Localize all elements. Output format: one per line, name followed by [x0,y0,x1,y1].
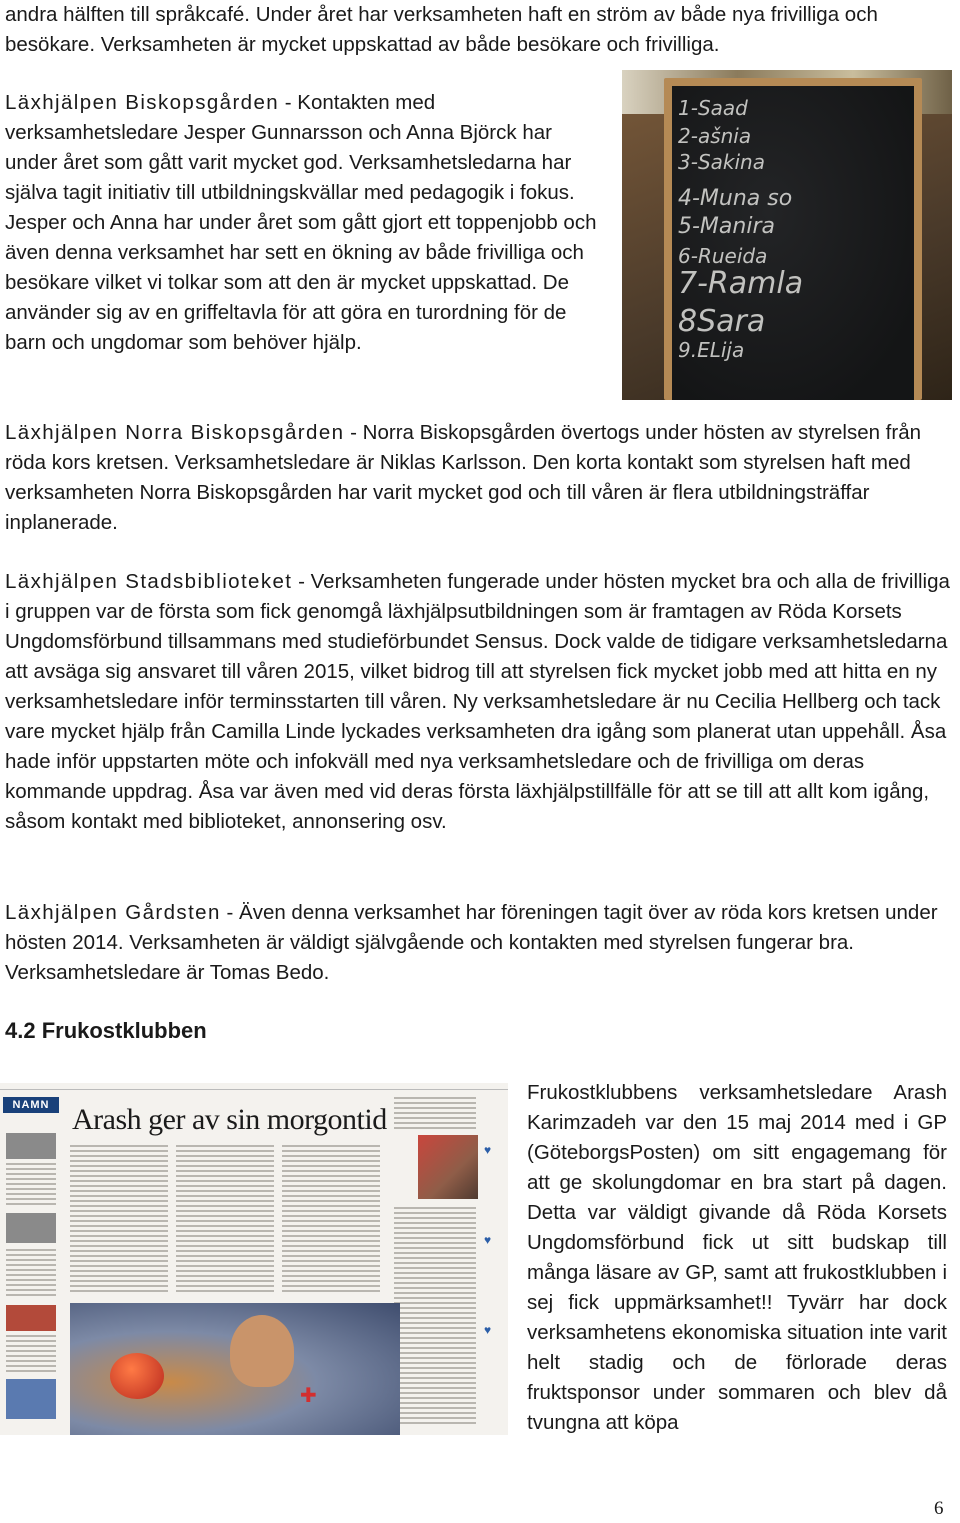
norra-text: - Norra Biskopsgården övertogs under hösten av styrelsen från röda kors kretsen. Verksamhetsledare är Niklas Karlsson. Den korta kontakt som styrelsen haft med verksamheten Norra Biskopsgården har varit mycket god och till våren är flera utbildningsträffar inplanerade. [5,421,922,534]
stadsbiblioteket-heading: Läxhjälpen Stadsbiblioteket [5,570,293,593]
stadsbiblioteket-text: - Verksamheten fungerade under hösten mycket bra och alla de frivilliga i gruppen var de första som fick genomgå läxhjälpsutbildningen som är framtagen av Röda Korsets Ungdomsförbund tillsammans med studieförbundet Sensus. Dock valde de tidigare verksamhetsledarna att avsäga sig ansvaret till våren 2015, vilket bidrog till att styrelsen fick mycket jobb med att hitta en ny verksamhetsledare inför terminsstarten till våren. Ny verksamhetsledare är nu Cecilia Hellberg och tack vare mycket hjälp från Camilla Linde lyckades verksamheten dra igång som planerat utan uppehåll. Åsa hade inför uppstarten möte och infokväll med nya verksamhetsledare och de frivilliga om deras kommande uppdrag. Åsa var även med vid deras första läxhjälpstillfälle för att se till att allt kom igång, såsom kontakt med biblioteket, annonsering osv. [5,570,950,833]
chalk-line: 9.ELija [678,338,745,362]
chalk-line: 6-Rueida [678,244,768,268]
chalkboard [672,86,914,400]
newspaper-header-strip [0,1083,508,1090]
newspaper-side-photo [6,1133,56,1159]
gardsten-paragraph [5,898,950,988]
biskopsgarden-paragraph [5,88,610,358]
newspaper-side-photo [6,1305,56,1331]
intro-paragraph: andra hälften till språkcafé. Under året har verksamheten haft en ström av både nya frivilliga och besökare. Verksamheten är mycket uppskattad av både besökare och frivilliga. [5,3,878,56]
newspaper-section-tag: NAMN [3,1097,59,1113]
chalk-line: 2-ašnia [678,124,752,148]
newspaper-clipping [0,1083,508,1435]
norra-paragraph [5,418,950,538]
apple-icon [110,1353,164,1399]
newspaper-text-column [394,1207,476,1427]
gardsten-heading: Läxhjälpen Gårdsten [5,901,221,924]
newspaper-headline: Arash ger av sin morgontid [72,1103,387,1136]
newspaper-text-column [6,1163,56,1207]
newspaper-text-column [394,1097,476,1129]
gardsten-text: - Även denna verksamhet har föreningen tagit över av röda kors kretsen under hösten 2014. Verksamheten är väldigt självgående och kontakten med styrelsen fungerar bra. Verksamhetsledare är Tomas Bedo. [5,901,938,984]
newspaper-photo-person [230,1315,294,1387]
frukostklubben-paragraph: Frukostklubbens verksamhetsledare Arash Karimzadeh var den 15 maj 2014 med i GP (GöteborgsPosten) om sitt engagemang för att ge skolungdomar en bra start på dagen. Detta var väldigt givande då Röda Korsets Ungdomsförbund fick ut sitt budskap till många läsare av GP, samt att frukostklubben i sej fick uppmärksamhet!! Tyvärr har dock verksamhetens ekonomiska situation inte varit helt stadig och de förlorade deras fruktsponsor under sommaren och blev då tvungna att köpa [527,1081,947,1434]
chalk-line: 4-Muna so [678,186,793,211]
heart-icon: ♥ [484,1323,492,1337]
chalk-line: 3-Sakina [678,150,765,174]
page-number: 6 [934,1498,944,1519]
chalk-line: 7-Ramla [678,266,804,301]
newspaper-text-column [176,1145,274,1295]
chalkboard-frame [664,78,922,400]
chalk-line: 1-Saad [678,96,748,120]
newspaper-text-column [70,1145,168,1295]
newspaper-text-column [282,1145,380,1295]
section-title: 4.2 Frukostklubben [5,1018,207,1043]
newspaper-text-column [6,1249,56,1299]
newspaper-portrait-photo [418,1135,478,1199]
biskopsgarden-heading: Läxhjälpen Biskopsgården [5,91,280,114]
newspaper-side-photo [6,1213,56,1243]
chalk-line: 5-Manira [678,214,775,239]
stadsbiblioteket-paragraph [5,567,950,837]
biskopsgarden-text: - Kontakten med verksamhetsledare Jesper Gunnarsson och Anna Björck har under året som gått varit mycket god. Verksamhetsledarna har själva tagit initiativ till utbildningskvällar med pedagogik i fokus. Jesper och Anna har under året som gått gjort ett toppenjobb och även denna verksamhet har sett en ökning av både frivilliga och besökare vilket vi tolkar som att den är mycket uppskattad. De använder sig av en griffeltavla för att göra en turordning för de barn och ungdomar som behöver hjälp. [5,91,597,354]
newspaper-text-column [6,1335,56,1375]
chalkboard-photo [622,70,952,400]
chalk-line: 8Sara [678,304,766,339]
heart-icon: ♥ [484,1143,492,1157]
norra-heading: Läxhjälpen Norra Biskopsgården [5,421,345,444]
heart-icon: ♥ [484,1233,492,1247]
red-cross-icon: ✚ [300,1385,317,1407]
newspaper-side-photo [6,1379,56,1419]
